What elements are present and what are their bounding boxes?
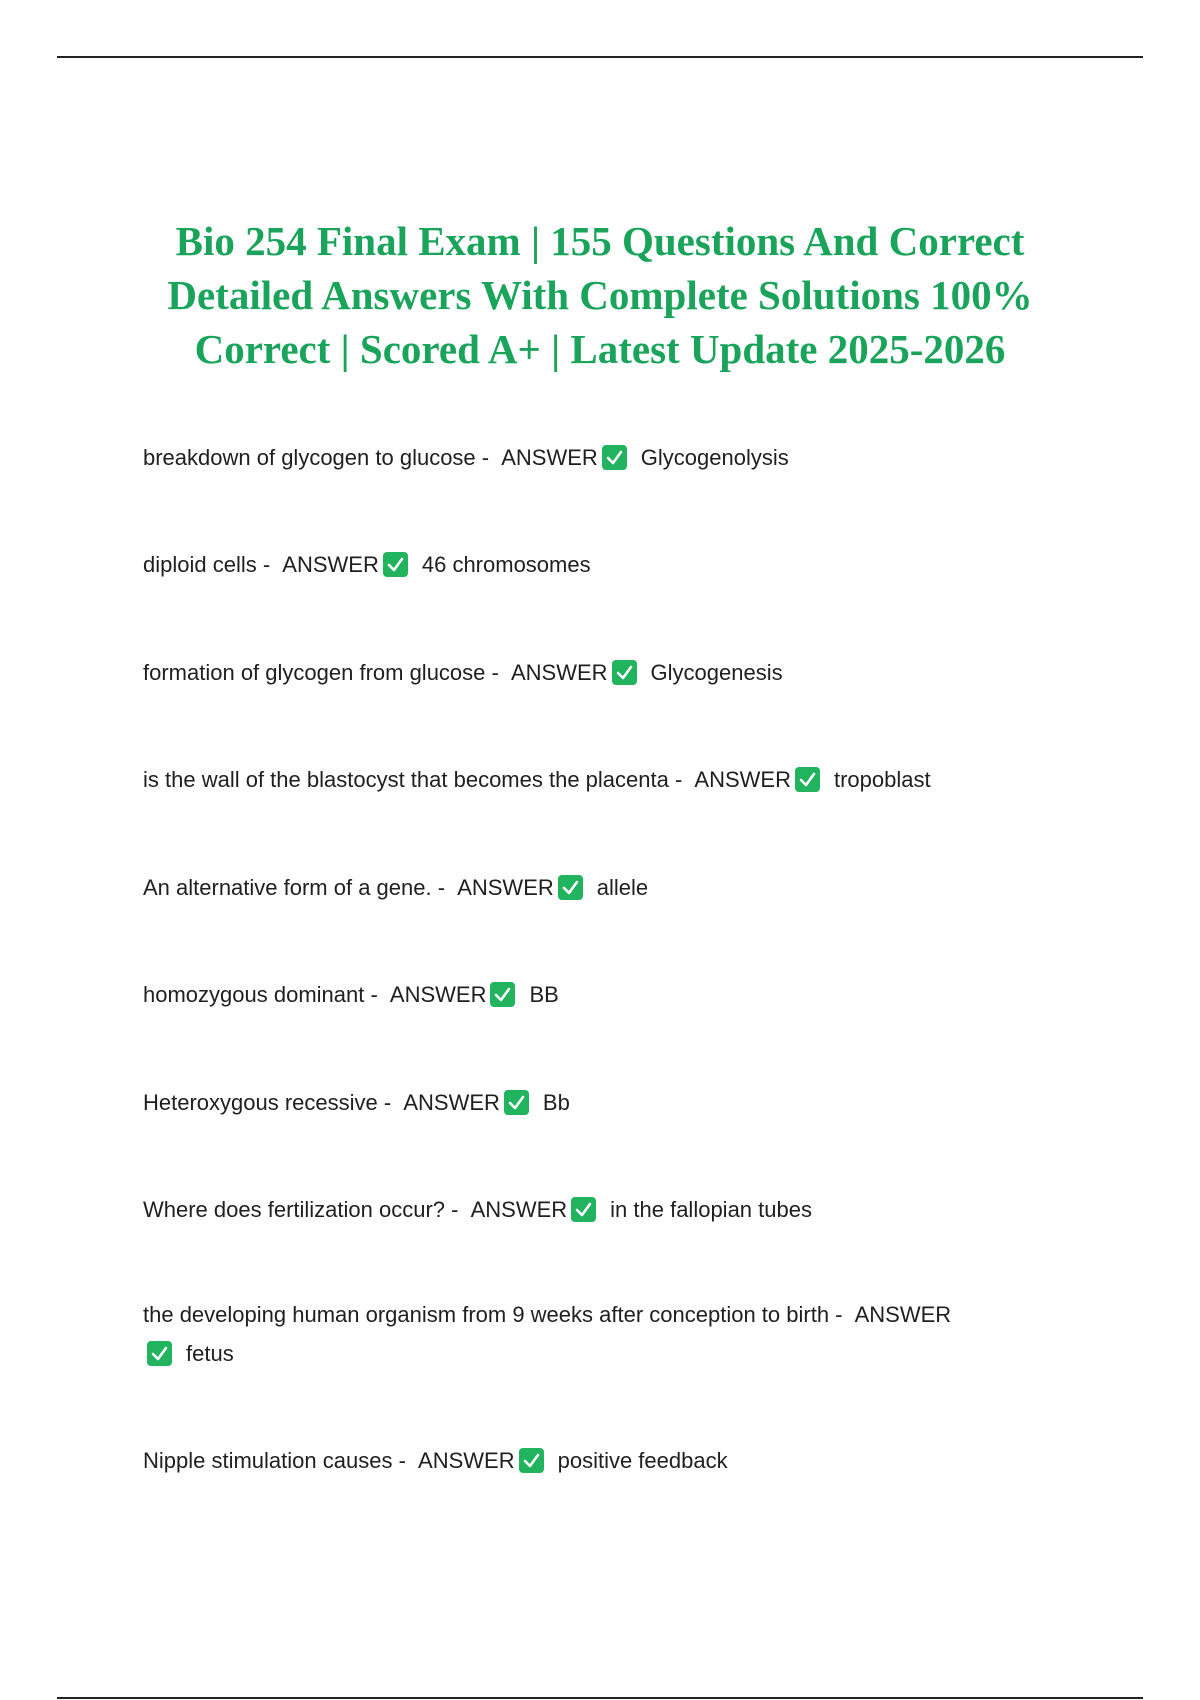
question-text: Where does fertilization occur? - [143,1197,459,1222]
question-text: Heteroxygous recessive - [143,1090,392,1115]
answer-text: Bb [542,1090,570,1115]
answer-text: allele [596,875,649,900]
check-icon [612,660,637,685]
answer-tag: ANSWER [510,660,608,685]
qa-item [143,760,1073,799]
check-icon [571,1197,596,1222]
answer-text: Glycogenolysis [640,445,789,470]
question-text: An alternative form of a gene. - [143,875,446,900]
check-icon [519,1448,544,1473]
qa-item [143,1441,1073,1480]
check-icon [147,1341,172,1366]
check-icon [795,767,820,792]
qa-item [143,653,1073,692]
qa-item [143,868,1073,907]
qa-item [143,1190,1073,1229]
question-text: breakdown of glycogen to glucose - [143,445,490,470]
bottom-rule [57,1697,1143,1699]
answer-tag: ANSWER [854,1302,952,1327]
answer-text: fetus [186,1341,234,1366]
check-icon [504,1090,529,1115]
qa-item [143,545,1073,584]
question-text: the developing human organism from 9 weeks after conception to birth - [143,1302,843,1327]
question-text: homozygous dominant - [143,982,378,1007]
qa-item [143,438,1073,477]
answer-text: BB [529,982,559,1007]
answer-text: 46 chromosomes [421,552,591,577]
answer-tag: ANSWER [403,1090,500,1115]
answer-text: tropoblast [833,767,931,792]
document-title: Bio 254 Final Exam | 155 Questions And Correct Detailed Answers With Complete Solutions 100% Correct | Scored A+ | Latest Update 2025-2026 [167,218,1033,372]
qa-item [143,1083,1073,1122]
top-rule [57,56,1143,58]
qa-item [143,1295,993,1373]
answer-tag: ANSWER [418,1448,515,1473]
answer-tag: ANSWER [282,552,379,577]
qa-item [143,975,1073,1014]
check-icon [383,552,408,577]
answer-tag: ANSWER [389,982,487,1007]
check-icon [490,982,515,1007]
answer-tag: ANSWER [694,767,791,792]
check-icon [558,875,583,900]
check-icon [602,445,627,470]
answer-text: positive feedback [557,1448,728,1473]
answer-tag: ANSWER [470,1197,568,1222]
answer-text: in the fallopian tubes [610,1197,812,1222]
answer-text: Glycogenesis [650,660,783,685]
question-text: is the wall of the blastocyst that becomes the placenta - [143,767,683,792]
answer-tag: ANSWER [457,875,554,900]
question-text: formation of glycogen from glucose - [143,660,499,685]
answer-tag: ANSWER [501,445,598,470]
question-text: Nipple stimulation causes - [143,1448,406,1473]
question-text: diploid cells - [143,552,271,577]
